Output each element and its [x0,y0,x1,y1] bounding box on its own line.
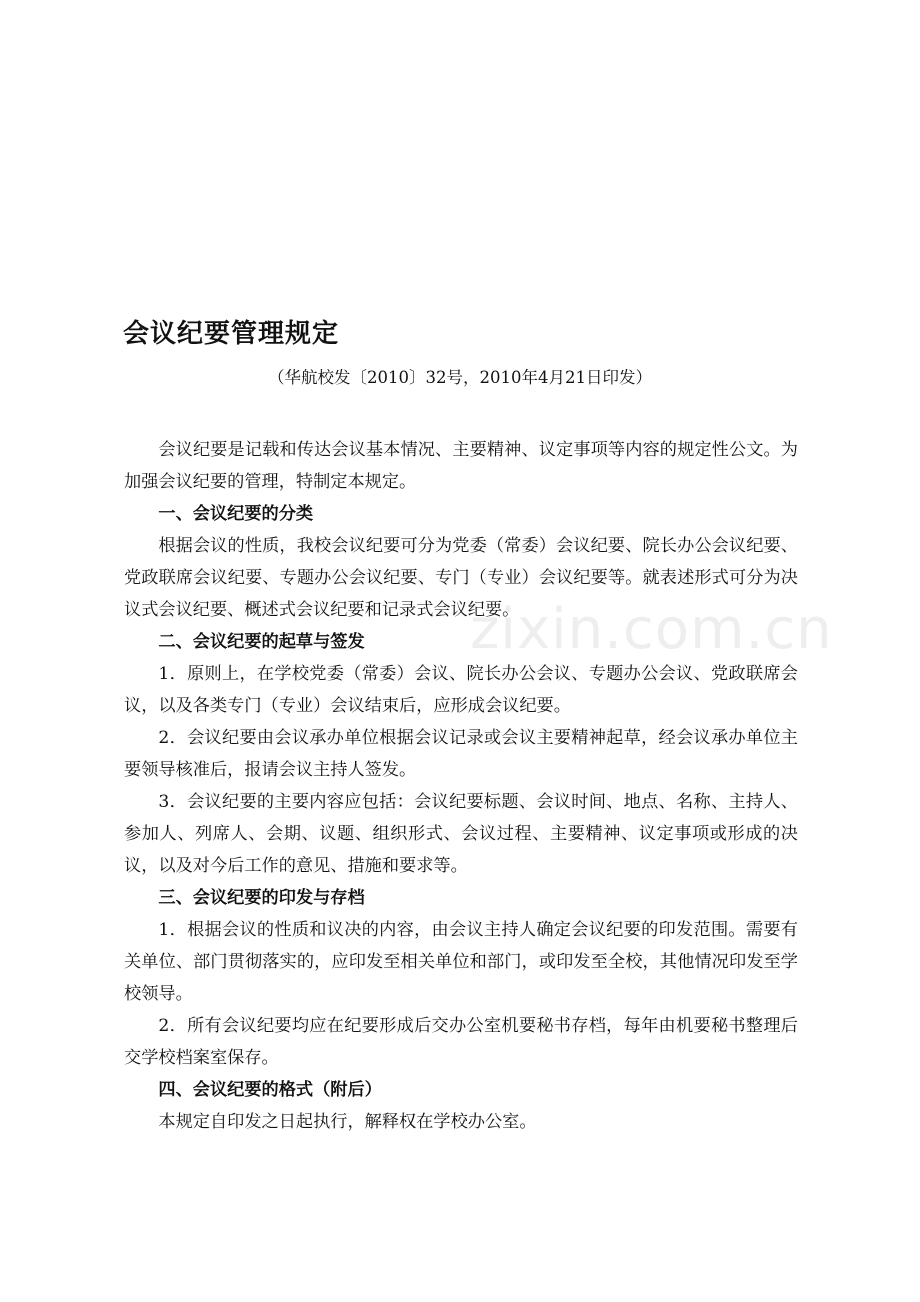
section-heading: 二、会议纪要的起草与签发 [158,632,365,652]
section-heading: 三、会议纪要的印发与存档 [158,888,365,908]
section-heading: 一、会议纪要的分类 [158,504,314,524]
body-paragraph: 1．根据会议的性质和议决的内容，由会议主持人确定会议纪要的印发范围。需要有关单位、部门贯彻落实的，应印发至相关单位和部门，或印发至全校，其他情况印发至学校领导。 [124,920,798,1004]
section-heading: 四、会议纪要的格式（附后） [158,1080,382,1100]
closing-paragraph: 本规定自印发之日起执行，解释权在学校办公室。 [158,1112,537,1132]
body-paragraph: 1．原则上，在学校党委（常委）会议、院长办公会议、专题办公会议、党政联席会议，以及各类专门（专业）会议结束后，应形成会议纪要。 [124,664,798,716]
intro-paragraph: 会议纪要是记载和传达会议基本情况、主要精神、议定事项等内容的规定性公文。为加强会议纪要的管理，特制定本规定。 [124,440,798,492]
body-paragraph: 3．会议纪要的主要内容应包括：会议纪要标题、会议时间、地点、名称、主持人、参加人、列席人、会期、议题、组织形式、会议过程、主要精神、议定事项或形成的决议，以及对今后工作的意见、措施和要求等。 [124,792,798,876]
body-paragraph: 根据会议的性质，我校会议纪要可分为党委（常委）会议纪要、院长办公会议纪要、党政联席会议纪要、专题办公会议纪要、专门（专业）会议纪要等。就表述形式可分为决议式会议纪要、概述式会议纪要和记录式会议纪要。 [124,536,798,620]
body-paragraph: 2．所有会议纪要均应在纪要形成后交办公室机要秘书存档，每年由机要秘书整理后交学校档案室保存。 [124,1016,798,1068]
body-paragraph: 2．会议纪要由会议承办单位根据会议记录或会议主要精神起草，经会议承办单位主要领导核准后，报请会议主持人签发。 [124,728,798,780]
document-subtitle: （华航校发〔2010〕32号，2010年4月21日印发） [268,368,652,387]
document-title: 会议纪要管理规定 [123,319,340,349]
document-body [124,434,798,1138]
watermark: zixin.com.cn [470,597,833,662]
